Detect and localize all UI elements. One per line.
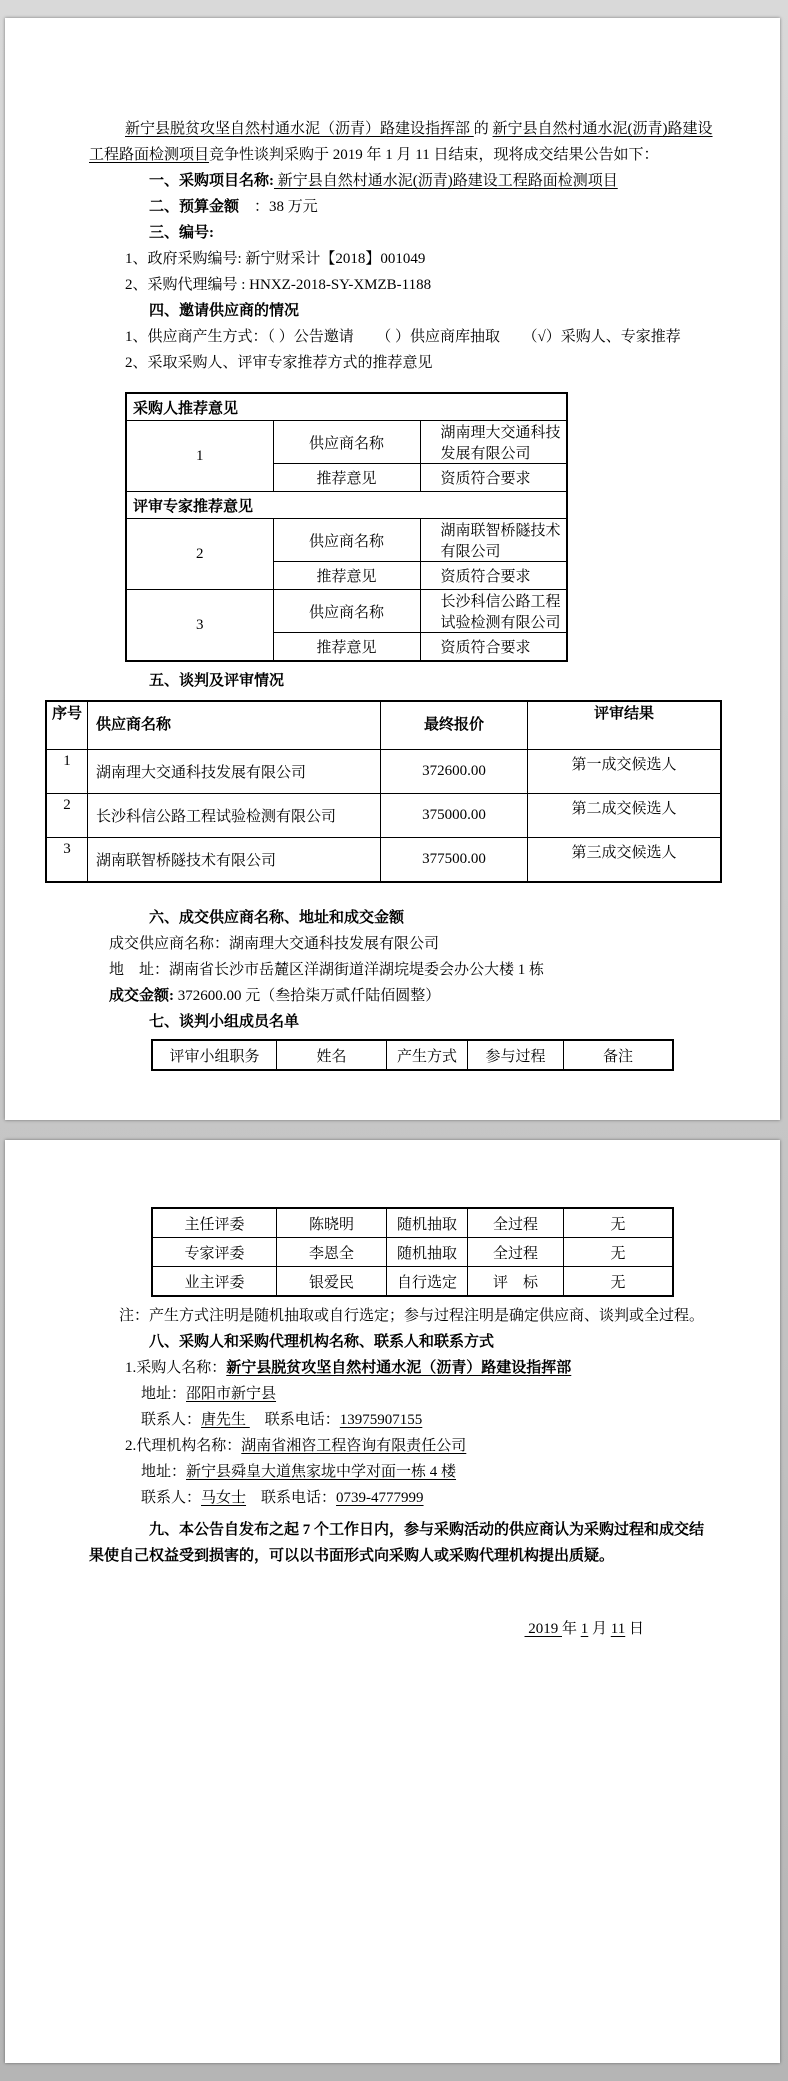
section-1-value: 新宁县自然村通水泥(沥青)路建设工程路面检测项目 <box>274 173 618 189</box>
buyer-address-line <box>89 1381 714 1407</box>
col-header-role: 评审小组职务 <box>152 1040 277 1070</box>
section-1-label: 一、采购项目名称: <box>149 173 274 189</box>
buyer-name-line <box>89 1355 714 1381</box>
announcement-date <box>89 1617 714 1638</box>
row-result: 第二成交候选人 <box>528 794 722 838</box>
panel-process: 评 标 <box>468 1267 564 1297</box>
intro-project-name: 新宁县自然村通水泥(沥青)路建设工程路面检测项目 <box>89 121 713 163</box>
row-supplier: 湖南联智桥隧技术有限公司 <box>88 838 381 883</box>
section-2-label: 二、预算金额 <box>149 199 240 215</box>
recommendation-table <box>125 392 568 662</box>
buyer-recommendation-header: 采购人推荐意见 <box>126 393 567 421</box>
agent-name-value: 湖南省湘咨工程咨询有限责任公司 <box>241 1438 467 1454</box>
table-row <box>152 1238 673 1267</box>
col-header-method: 产生方式 <box>387 1040 468 1070</box>
buyer-contact-line <box>89 1407 714 1433</box>
agent-name-line <box>89 1433 714 1459</box>
col-header-remark: 备注 <box>564 1040 674 1070</box>
intro-connector: 的 <box>473 121 493 137</box>
agency-procurement-no: 2、采购代理编号 : HNXZ-2018-SY-XMZB-1188 <box>125 277 432 293</box>
opinion-label: 推荐意见 <box>273 562 420 590</box>
section-4-heading: 四、邀请供应商的情况 <box>149 303 300 319</box>
supplier-name-value: 长沙科信公路工程试验检测有限公司 <box>420 590 567 633</box>
panel-process: 全过程 <box>468 1238 564 1267</box>
section-7-heading: 七、谈判小组成员名单 <box>149 1014 300 1030</box>
col-header-price: 最终报价 <box>381 701 528 750</box>
intro-buyer-name: 新宁县脱贫攻坚自然村通水泥（沥青）路建设指挥部 <box>125 121 474 137</box>
table-row <box>126 519 567 562</box>
buyer-name-value: 新宁县脱贫攻坚自然村通水泥（沥青）路建设指挥部 <box>226 1360 572 1376</box>
panel-remark: 无 <box>564 1238 674 1267</box>
agent-address-label: 地址： <box>141 1464 187 1480</box>
panel-table-header <box>151 1039 674 1071</box>
supplier-selection-method: 1、供应商产生方式：（ ）公告邀请 （ ）供应商库抽取 （√）采购人、专家推荐 <box>125 329 681 345</box>
row-supplier: 长沙科信公路工程试验检测有限公司 <box>88 794 381 838</box>
rec-row-no: 2 <box>126 519 273 590</box>
panel-remark: 无 <box>564 1267 674 1297</box>
panel-note: 注：产生方式注明是随机抽取或自行选定；参与过程注明是确定供应商、谈判或全过程。 <box>119 1308 705 1324</box>
panel-name: 李恩全 <box>277 1238 387 1267</box>
agent-contact-label: 联系人： <box>141 1490 202 1506</box>
date-year-unit: 年 <box>562 1621 581 1637</box>
panel-role: 业主评委 <box>152 1267 277 1297</box>
row-price: 377500.00 <box>381 838 528 883</box>
panel-method: 随机抽取 <box>387 1238 468 1267</box>
table-row <box>126 590 567 633</box>
buyer-phone-label: 联系电话： <box>249 1412 340 1428</box>
buyer-contact-label: 联系人： <box>141 1412 202 1428</box>
date-year: 2019 <box>524 1621 562 1637</box>
table-row <box>126 492 567 519</box>
agent-phone-label: 联系电话： <box>246 1490 337 1506</box>
award-amount-label: 成交金额: <box>109 988 174 1004</box>
panel-method: 自行选定 <box>387 1267 468 1297</box>
evaluation-table <box>45 700 722 883</box>
award-amount-value: 372600.00 元（叁拾柒万贰仟陆佰圆整） <box>174 988 441 1004</box>
date-month: 1 <box>580 1621 589 1637</box>
table-row <box>126 393 567 421</box>
date-month-unit: 月 <box>588 1621 611 1637</box>
section-2-value: ：38 万元 <box>239 199 318 215</box>
table-row <box>126 421 567 464</box>
rec-row-no: 1 <box>126 421 273 492</box>
panel-role: 专家评委 <box>152 1238 277 1267</box>
table-row <box>46 838 721 883</box>
buyer-address-value: 邵阳市新宁县 <box>186 1386 277 1402</box>
col-header-result: 评审结果 <box>528 701 722 750</box>
opinion-value: 资质符合要求 <box>420 464 567 492</box>
intro-rest: 竞争性谈判采购于 2019 年 1 月 11 日结束，现将成交结果公告如下： <box>209 147 659 163</box>
buyer-contact-value: 唐先生 <box>201 1412 250 1428</box>
row-result: 第一成交候选人 <box>528 750 722 794</box>
section-5-heading: 五、谈判及评审情况 <box>149 673 285 689</box>
award-amount-line <box>89 983 714 1009</box>
agent-address-line <box>89 1459 714 1485</box>
col-header-name: 姓名 <box>277 1040 387 1070</box>
table-header-row <box>152 1040 673 1070</box>
rec-row-no: 3 <box>126 590 273 662</box>
opinion-value: 资质符合要求 <box>420 633 567 662</box>
table-row <box>46 750 721 794</box>
page-1 <box>5 18 780 1120</box>
panel-name: 陈晓明 <box>277 1208 387 1238</box>
supplier-name-value: 湖南联智桥隧技术有限公司 <box>420 519 567 562</box>
buyer-phone-value: 13975907155 <box>339 1412 423 1428</box>
row-no: 3 <box>46 838 88 883</box>
section-3-heading: 三、编号: <box>149 225 214 241</box>
supplier-name-label: 供应商名称 <box>273 590 420 633</box>
supplier-name-label: 供应商名称 <box>273 421 420 464</box>
winner-address-line: 地 址：湖南省长沙市岳麓区洋湖街道洋湖垸堤委会办公大楼 1 栋 <box>109 962 545 978</box>
panel-process: 全过程 <box>468 1208 564 1238</box>
intro-paragraph <box>89 116 714 168</box>
col-header-process: 参与过程 <box>468 1040 564 1070</box>
panel-method: 随机抽取 <box>387 1208 468 1238</box>
panel-table-rows <box>151 1207 674 1297</box>
section-6-heading: 六、成交供应商名称、地址和成交金额 <box>149 910 405 926</box>
panel-name: 银爱民 <box>277 1267 387 1297</box>
section-1-heading <box>89 168 714 194</box>
supplier-name-value: 湖南理大交通科技发展有限公司 <box>420 421 567 464</box>
col-header-supplier: 供应商名称 <box>88 701 381 750</box>
col-header-no: 序号 <box>46 701 88 750</box>
row-no: 2 <box>46 794 88 838</box>
table-row <box>152 1267 673 1297</box>
buyer-address-label: 地址： <box>141 1386 187 1402</box>
panel-role: 主任评委 <box>152 1208 277 1238</box>
winner-name-line: 成交供应商名称：湖南理大交通科技发展有限公司 <box>109 936 440 952</box>
gov-procurement-no: 1、政府采购编号: 新宁财采计【2018】001049 <box>125 251 426 267</box>
supplier-name-label: 供应商名称 <box>273 519 420 562</box>
date-day: 11 <box>610 1621 626 1637</box>
agent-phone-value: 0739-4777999 <box>336 1490 424 1506</box>
row-no: 1 <box>46 750 88 794</box>
agent-address-value: 新宁县舜皇大道焦家垅中学对面一栋 4 楼 <box>186 1464 457 1480</box>
table-row <box>46 794 721 838</box>
row-supplier: 湖南理大交通科技发展有限公司 <box>88 750 381 794</box>
section-8-heading: 八、采购人和采购代理机构名称、联系人和联系方式 <box>149 1334 495 1350</box>
row-result: 第三成交候选人 <box>528 838 722 883</box>
table-row <box>152 1208 673 1238</box>
section-2-heading <box>89 194 714 220</box>
panel-remark: 无 <box>564 1208 674 1238</box>
agent-contact-line <box>89 1485 714 1511</box>
opinion-label: 推荐意见 <box>273 633 420 662</box>
section-9-paragraph: 九、本公告自发布之起 7 个工作日内，参与采购活动的供应商认为采购过程和成交结果使自己权益受到损害的，可以以书面形式向采购人或采购代理机构提出质疑。 <box>89 1522 705 1564</box>
table-header-row <box>46 701 721 750</box>
opinion-label: 推荐意见 <box>273 464 420 492</box>
agent-name-label: 2.代理机构名称： <box>125 1438 242 1454</box>
date-day-unit: 日 <box>625 1621 644 1637</box>
buyer-name-label: 1.采购人名称： <box>125 1360 227 1376</box>
agent-contact-value: 马女士 <box>201 1490 247 1506</box>
row-price: 372600.00 <box>381 750 528 794</box>
row-price: 375000.00 <box>381 794 528 838</box>
expert-recommendation-header: 评审专家推荐意见 <box>126 492 567 519</box>
opinion-value: 资质符合要求 <box>420 562 567 590</box>
recommendation-opinion-intro: 2、采取采购人、评审专家推荐方式的推荐意见 <box>125 355 433 371</box>
page-2 <box>5 1140 780 2063</box>
